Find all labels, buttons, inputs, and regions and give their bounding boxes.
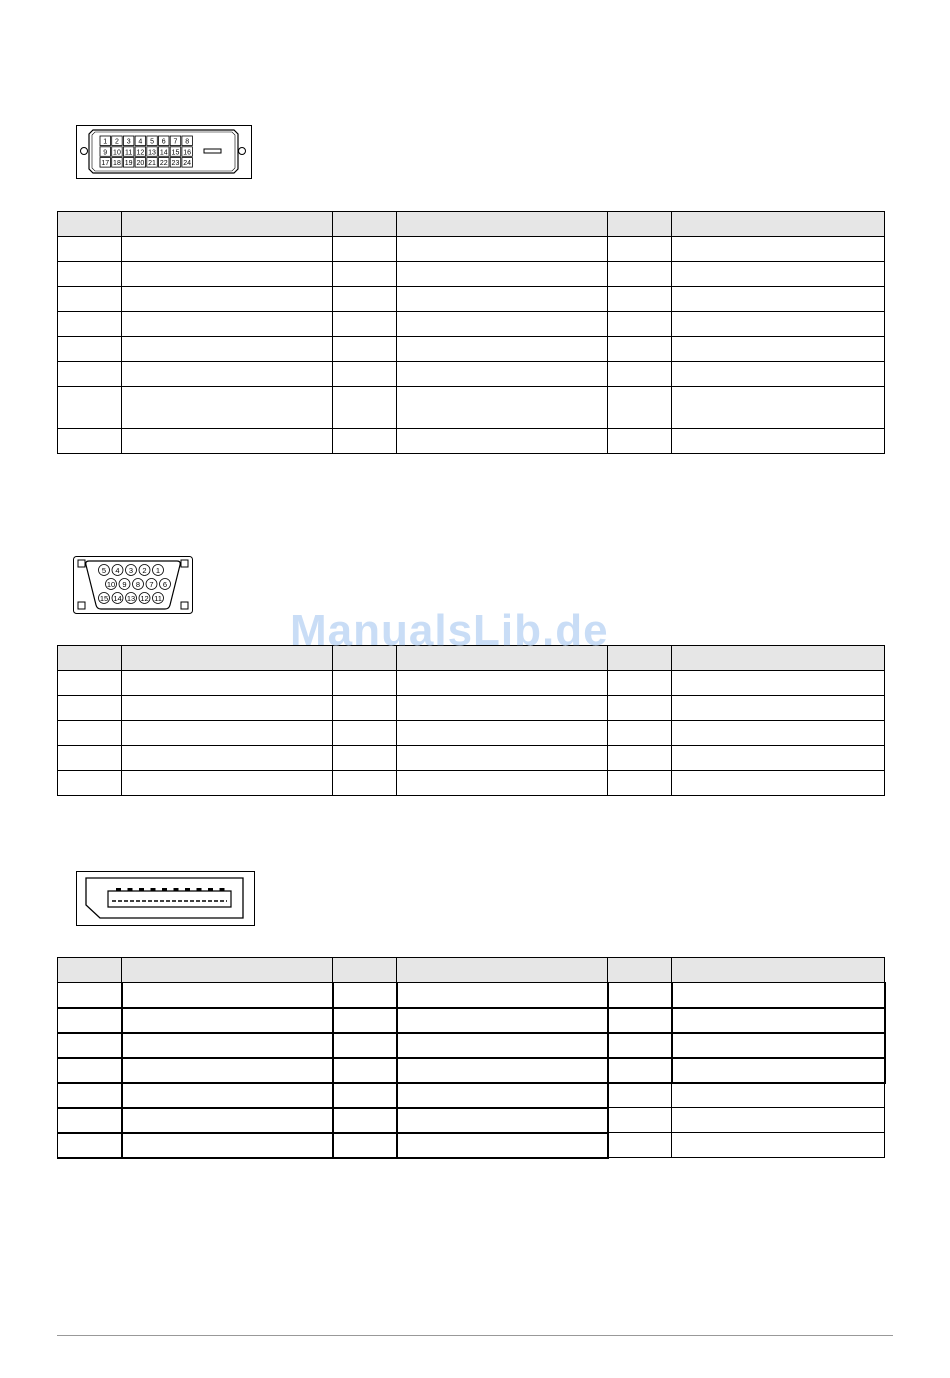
- dvi-table-cell: [58, 387, 122, 429]
- svg-text:19: 19: [124, 160, 133, 168]
- dp-pin-mark: [128, 888, 133, 891]
- dvi-table-cell: [122, 237, 333, 262]
- vga-table-cell: [122, 696, 333, 721]
- dp-table-cell: [333, 983, 397, 1008]
- dvi-pin: [123, 136, 133, 146]
- dvi-table-cell: [608, 429, 672, 454]
- dp-table-cell: [333, 1083, 397, 1108]
- vga-table-row: [58, 671, 885, 696]
- vga-table-cell: [608, 746, 672, 771]
- dvi-table-cell: [58, 429, 122, 454]
- dvi-pin: [159, 158, 170, 168]
- svg-text:24: 24: [183, 160, 192, 168]
- dvi-table-cell: [608, 312, 672, 337]
- dvi-table-cell: [58, 362, 122, 387]
- dvi-table-cell: [397, 337, 608, 362]
- footer-rule: [57, 1335, 893, 1336]
- dvi-pin: [147, 147, 158, 157]
- dvi-table-cell: [397, 212, 608, 237]
- vga-pin: [126, 593, 137, 604]
- svg-text:15: 15: [171, 149, 180, 157]
- dvi-table-row: [58, 362, 885, 387]
- dp-table-cell: [333, 1108, 397, 1133]
- dvi-table-cell: [608, 337, 672, 362]
- dvi-table-cell: [672, 312, 885, 337]
- vga-pin: [133, 579, 144, 590]
- dvi-table-cell: [122, 387, 333, 429]
- dp-pin-mark: [208, 888, 213, 891]
- dvi-table-cell: [122, 212, 333, 237]
- dp-table-cell: [608, 1133, 672, 1158]
- dvi-table-cell: [672, 387, 885, 429]
- dvi-table-cell: [58, 212, 122, 237]
- dvi-pin: [170, 158, 181, 168]
- vga-pin: [119, 579, 130, 590]
- dp-table-cell: [397, 983, 608, 1008]
- dp-table-row: [58, 1033, 885, 1058]
- svg-text:4: 4: [138, 138, 143, 146]
- dp-pin-mark: [174, 888, 179, 891]
- dvi-table-row: [58, 237, 885, 262]
- dp-pin-mark: [151, 888, 156, 891]
- dp-table-cell: [122, 1133, 333, 1158]
- vga-table-cell: [333, 771, 397, 796]
- dvi-table-row: [58, 337, 885, 362]
- vga-table-cell: [397, 671, 608, 696]
- dp-table-cell: [608, 1008, 672, 1033]
- dvi-pin: [170, 147, 181, 157]
- dp-pin-mark: [220, 888, 225, 891]
- svg-text:22: 22: [159, 160, 168, 168]
- dp-pin-mark: [185, 888, 190, 891]
- dvi-table-cell: [397, 312, 608, 337]
- dvi-table-cell: [333, 262, 397, 287]
- dvi-table-cell: [397, 387, 608, 429]
- dp-table-cell: [672, 1008, 885, 1033]
- vga-table-cell: [122, 746, 333, 771]
- dvi-pin: [135, 147, 146, 157]
- dvi-table-cell: [672, 262, 885, 287]
- vga-pin: [99, 565, 110, 576]
- dvi-pin: [182, 136, 193, 146]
- dvi-pin: [147, 136, 158, 146]
- dvi-connector-diagram: [76, 125, 252, 180]
- dvi-table-cell: [672, 287, 885, 312]
- dp-table-cell: [608, 1083, 672, 1108]
- displayport-connector-diagram: [76, 871, 255, 926]
- dvi-pin: [182, 147, 193, 157]
- vga-table-cell: [122, 671, 333, 696]
- vga-table-cell: [58, 746, 122, 771]
- svg-text:7: 7: [173, 138, 178, 146]
- dvi-table-cell: [608, 212, 672, 237]
- dp-table-cell: [397, 1083, 608, 1108]
- dp-table-cell: [333, 1058, 397, 1083]
- dvi-table-cell: [608, 287, 672, 312]
- dvi-table-row: [58, 287, 885, 312]
- dp-table-cell: [122, 1108, 333, 1133]
- svg-text:7: 7: [149, 580, 154, 589]
- vga-pin: [139, 593, 150, 604]
- dp-table-cell: [58, 1033, 122, 1058]
- svg-text:6: 6: [162, 580, 168, 589]
- vga-table-cell: [58, 696, 122, 721]
- dp-table-cell: [608, 1058, 672, 1083]
- dvi-table-header-row: [58, 212, 885, 237]
- dp-table-cell: [333, 1008, 397, 1033]
- dvi-pin: [123, 158, 133, 168]
- svg-text:3: 3: [126, 138, 131, 146]
- dp-table-cell: [58, 1108, 122, 1133]
- dvi-table-cell: [333, 337, 397, 362]
- vga-table-cell: [122, 771, 333, 796]
- dp-table-cell: [397, 1108, 608, 1133]
- svg-text:14: 14: [159, 149, 168, 157]
- svg-text:10: 10: [113, 149, 121, 157]
- dp-pin-mark: [197, 888, 202, 891]
- svg-text:13: 13: [126, 594, 136, 603]
- svg-text:13: 13: [148, 149, 156, 157]
- dp-table-cell: [333, 1033, 397, 1058]
- dp-table-cell: [122, 1008, 333, 1033]
- dvi-table-cell: [672, 337, 885, 362]
- dp-table-cell: [672, 1033, 885, 1058]
- dvi-table-cell: [672, 212, 885, 237]
- svg-text:14: 14: [113, 594, 122, 603]
- vga-table-cell: [397, 696, 608, 721]
- dvi-table-row: [58, 262, 885, 287]
- dp-table-cell: [608, 958, 672, 983]
- dp-table-cell: [122, 958, 333, 983]
- vga-table-cell: [608, 721, 672, 746]
- dvi-table-cell: [122, 362, 333, 387]
- dp-table-cell: [58, 1058, 122, 1083]
- svg-text:2: 2: [114, 138, 119, 146]
- dp-table-header-row: [58, 958, 885, 983]
- dp-table-cell: [672, 1083, 885, 1108]
- svg-text:1: 1: [155, 566, 161, 575]
- dp-table-cell: [397, 1058, 608, 1083]
- dvi-table-cell: [58, 337, 122, 362]
- vga-pin-table: [57, 645, 885, 796]
- dvi-table-cell: [672, 362, 885, 387]
- vga-table-cell: [397, 771, 608, 796]
- vga-table-cell: [397, 721, 608, 746]
- dvi-table-row: [58, 387, 885, 429]
- svg-text:9: 9: [103, 149, 108, 157]
- dvi-pin: [112, 147, 123, 157]
- dp-table-cell: [608, 1033, 672, 1058]
- dvi-table-row: [58, 429, 885, 454]
- dvi-pin: [159, 147, 170, 157]
- vga-table-cell: [608, 771, 672, 796]
- dvi-table-cell: [122, 262, 333, 287]
- svg-text:23: 23: [171, 160, 180, 168]
- vga-table-cell: [672, 746, 885, 771]
- svg-text:3: 3: [128, 566, 134, 575]
- dvi-table-cell: [58, 312, 122, 337]
- dvi-pin: [135, 136, 146, 146]
- dp-table-cell: [397, 958, 608, 983]
- vga-table-cell: [333, 746, 397, 771]
- vga-pin: [112, 593, 123, 604]
- dp-table-cell: [58, 1133, 122, 1158]
- watermark: ManualsLib.de: [290, 606, 609, 655]
- dp-table-cell: [122, 983, 333, 1008]
- vga-table-row: [58, 771, 885, 796]
- vga-table-cell: [608, 646, 672, 671]
- dvi-table-cell: [122, 429, 333, 454]
- dp-pin-mark: [116, 888, 121, 891]
- dvi-table-cell: [58, 237, 122, 262]
- vga-table-cell: [122, 721, 333, 746]
- dp-table-row: [58, 1008, 885, 1033]
- svg-text:12: 12: [140, 594, 149, 603]
- dp-table-row: [58, 983, 885, 1008]
- dp-table-cell: [672, 983, 885, 1008]
- vga-table-cell: [333, 671, 397, 696]
- dvi-pin: [100, 147, 111, 157]
- vga-connector-diagram: [73, 556, 193, 614]
- dp-table-cell: [672, 1058, 885, 1083]
- dvi-table-cell: [608, 237, 672, 262]
- vga-table-cell: [58, 771, 122, 796]
- dp-table-row: [58, 1108, 885, 1133]
- dp-table-cell: [672, 1108, 885, 1133]
- dp-table-cell: [333, 958, 397, 983]
- vga-table-cell: [333, 721, 397, 746]
- dvi-pin-table: [57, 211, 885, 454]
- svg-text:6: 6: [161, 138, 166, 146]
- svg-text:15: 15: [99, 594, 109, 603]
- vga-pin: [99, 593, 110, 604]
- dp-table-cell: [672, 1133, 885, 1158]
- dp-table-cell: [58, 1008, 122, 1033]
- dp-table-cell: [397, 1133, 608, 1158]
- dvi-table-cell: [672, 237, 885, 262]
- dp-table-cell: [58, 958, 122, 983]
- vga-pin: [160, 579, 171, 590]
- dvi-table-cell: [397, 237, 608, 262]
- vga-pin: [112, 565, 123, 576]
- dvi-table-cell: [333, 362, 397, 387]
- svg-text:2: 2: [142, 566, 147, 575]
- vga-table-cell: [672, 696, 885, 721]
- dp-table-cell: [333, 1133, 397, 1158]
- dvi-pin: [112, 158, 123, 168]
- dp-table-cell: [608, 1108, 672, 1133]
- dvi-pin: [100, 158, 111, 168]
- dp-table-row: [58, 1133, 885, 1158]
- dp-table-cell: [122, 1058, 333, 1083]
- vga-table-cell: [672, 671, 885, 696]
- dp-table-row: [58, 1083, 885, 1108]
- dvi-table-cell: [672, 429, 885, 454]
- dvi-pin: [123, 147, 133, 157]
- dvi-table-cell: [333, 287, 397, 312]
- svg-text:11: 11: [154, 594, 162, 603]
- svg-text:16: 16: [183, 149, 192, 157]
- dvi-pin: [170, 136, 181, 146]
- dp-table-cell: [608, 983, 672, 1008]
- dvi-table-cell: [333, 387, 397, 429]
- vga-table-cell: [58, 671, 122, 696]
- svg-text:10: 10: [106, 580, 116, 589]
- vga-table-row: [58, 721, 885, 746]
- dvi-pin: [135, 158, 146, 168]
- dp-pin-mark: [139, 888, 144, 891]
- dvi-pin: [182, 158, 193, 168]
- dp-table-cell: [672, 958, 885, 983]
- svg-text:5: 5: [101, 566, 107, 575]
- vga-table-cell: [608, 671, 672, 696]
- svg-text:8: 8: [185, 138, 190, 146]
- svg-text:4: 4: [115, 566, 120, 575]
- dvi-table-cell: [58, 262, 122, 287]
- vga-table-cell: [333, 696, 397, 721]
- dp-table-cell: [58, 983, 122, 1008]
- dvi-table-cell: [397, 429, 608, 454]
- dvi-table-cell: [333, 212, 397, 237]
- vga-table-cell: [397, 746, 608, 771]
- dp-table-cell: [58, 1083, 122, 1108]
- vga-table-cell: [608, 696, 672, 721]
- dp-table-cell: [122, 1083, 333, 1108]
- svg-text:9: 9: [122, 580, 127, 589]
- dp-table-cell: [397, 1008, 608, 1033]
- svg-text:18: 18: [113, 160, 121, 168]
- dvi-table-cell: [397, 287, 608, 312]
- dvi-pin: [112, 136, 123, 146]
- vga-table-cell: [58, 646, 122, 671]
- svg-text:5: 5: [150, 138, 155, 146]
- dvi-pin: [159, 136, 170, 146]
- dvi-table-cell: [608, 387, 672, 429]
- dp-pin-mark: [162, 888, 167, 891]
- vga-pin: [106, 579, 117, 590]
- vga-pin: [139, 565, 150, 576]
- dvi-table-cell: [122, 337, 333, 362]
- dp-table-cell: [122, 1033, 333, 1058]
- dvi-table-cell: [58, 287, 122, 312]
- svg-text:11: 11: [125, 149, 133, 157]
- dvi-table-cell: [608, 362, 672, 387]
- dvi-pin: [147, 158, 158, 168]
- svg-text:12: 12: [136, 149, 145, 157]
- dvi-pin: [100, 136, 111, 146]
- dvi-table-cell: [397, 362, 608, 387]
- dvi-table-cell: [333, 429, 397, 454]
- dvi-table-cell: [397, 262, 608, 287]
- svg-text:21: 21: [148, 160, 156, 168]
- dvi-table-cell: [333, 312, 397, 337]
- svg-text:17: 17: [101, 160, 110, 168]
- vga-pin: [153, 565, 164, 576]
- vga-table-cell: [672, 721, 885, 746]
- vga-table-cell: [672, 771, 885, 796]
- displayport-pin-table: [57, 957, 886, 1159]
- dvi-table-cell: [608, 262, 672, 287]
- dp-table-cell: [397, 1033, 608, 1058]
- vga-table-cell: [58, 721, 122, 746]
- dvi-table-cell: [122, 287, 333, 312]
- dp-table-row: [58, 1058, 885, 1083]
- vga-pin: [146, 579, 157, 590]
- vga-pin: [126, 565, 137, 576]
- dvi-table-row: [58, 312, 885, 337]
- vga-table-cell: [672, 646, 885, 671]
- svg-text:20: 20: [136, 160, 145, 168]
- vga-pin: [153, 593, 164, 604]
- vga-table-row: [58, 746, 885, 771]
- dvi-table-cell: [122, 312, 333, 337]
- svg-text:8: 8: [135, 580, 141, 589]
- dvi-table-cell: [333, 237, 397, 262]
- svg-text:1: 1: [103, 138, 108, 146]
- vga-table-row: [58, 696, 885, 721]
